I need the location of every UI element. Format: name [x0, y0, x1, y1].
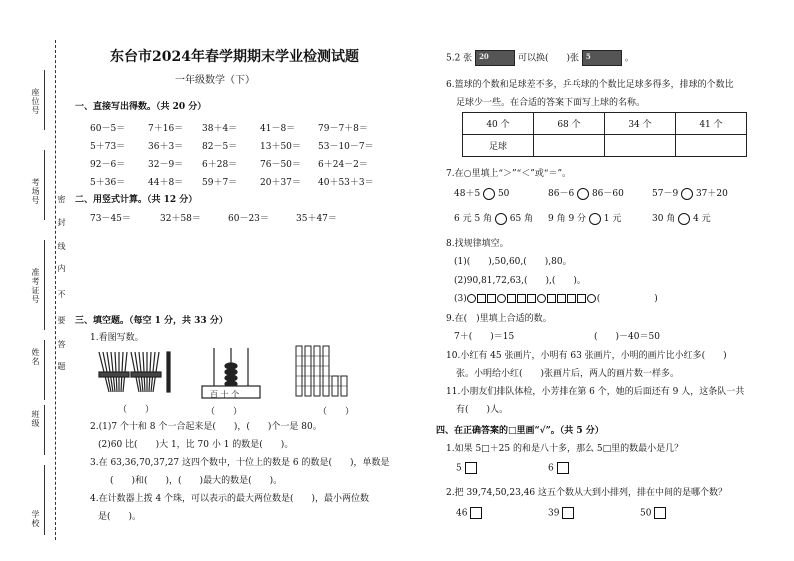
square-shape-icon: [477, 294, 486, 303]
q4-line2: 是( )。: [98, 512, 142, 522]
q6-line1: 6.篮球的个数和足球差不多，乒乓球的个数比足球多得多，排球的个数比: [446, 80, 734, 90]
section3-title: 三、填空题。（每空 1 分，共 33 分）: [75, 316, 228, 326]
q2-part2: (2)60 比( )大 1，比 70 小 1 的数是( )。: [98, 440, 294, 450]
abacus-place-labels: 百 十 个: [210, 390, 240, 399]
exam-subtitle: 一年级数学（下）: [175, 75, 255, 86]
stick-bundles-illustration: [95, 346, 175, 396]
q11-line2: 有( )人。: [456, 405, 509, 415]
exam-title: 东台市2024年春学期期末学业检测试题: [110, 49, 359, 65]
banknote-20-icon: 20: [475, 50, 515, 66]
circle-shape-icon: [497, 294, 506, 303]
square-shape-icon: [517, 294, 526, 303]
school-field: [44, 465, 45, 535]
s4-q1-prompt: 1.如果 5□＋25 的和是八十多，那么 5□里的数最小是几？: [446, 444, 684, 454]
q1-prompt: 1.看图写数。: [90, 333, 144, 343]
checkbox[interactable]: [557, 462, 569, 474]
compare-circle[interactable]: [589, 213, 601, 225]
square-shape-icon: [557, 294, 566, 303]
s4-q2-prompt: 2.把 39,74,50,23,46 这五个数从大到小排列，排在中间的是哪个数？: [446, 488, 728, 498]
answer-cell[interactable]: [605, 135, 676, 157]
table-row: 40 个 68 个 34 个 41 个: [463, 113, 747, 135]
s4-q2-option-c: 50: [640, 507, 666, 519]
q8-pattern3: (3) ( ): [454, 294, 658, 304]
s4-q2-option-b: 39: [548, 507, 574, 519]
q2-part1: 2.(1)7 个十和 8 个一合起来是( )，( )个一是 80。: [90, 422, 322, 432]
compare-circle[interactable]: [495, 213, 507, 225]
seat-number-field: [44, 70, 45, 130]
q1c-answer-blank: （ ）: [318, 407, 355, 417]
compare-circle[interactable]: [577, 188, 589, 200]
q5-exchange: 5.2 张 20 可以换( )张 5 。: [446, 50, 634, 66]
ball-count-table: [462, 112, 747, 157]
q7-prompt: 7.在○里填上“＞”“＜”或“＝”。: [446, 169, 572, 179]
square-shape-icon: [577, 294, 586, 303]
q3-line2: ( )和( )，( )最大的数是( )。: [110, 476, 283, 486]
q1b-answer-blank: （ ）: [206, 407, 243, 417]
square-shape-icon: [507, 294, 516, 303]
square-shape-icon: [487, 294, 496, 303]
square-shape-icon: [567, 294, 576, 303]
compare-circle[interactable]: [483, 188, 495, 200]
q10-line2: 张。小明给小红( )张画片后，两人的画片数一样多。: [456, 369, 680, 379]
q8-pattern1: (1)( ),50,60,( ),80。: [454, 257, 572, 267]
q11-line1: 11.小朋友们排队体检，小芳排在第 6 个，她的后面还有 9 人，这条队一共: [446, 387, 745, 397]
circle-shape-icon: [467, 294, 476, 303]
square-shape-icon: [527, 294, 536, 303]
square-shape-icon: [547, 294, 556, 303]
q6-line2: 足球少一些。在合适的答案下面写上球的名称。: [456, 98, 646, 108]
q9-equation-b: ( )－40＝50: [594, 332, 660, 342]
q1a-answer-blank: （ ）: [118, 405, 155, 415]
section2-title: 二、用竖式计算。（共 12 分）: [75, 195, 198, 205]
checkbox[interactable]: [562, 507, 574, 519]
q9-prompt: 9.在( )里填上合适的数。: [446, 314, 552, 324]
q9-equation-a: 7＋( )＝15: [454, 332, 515, 342]
banknote-5-icon: 5: [582, 50, 622, 66]
exam-room-field: [44, 150, 45, 220]
q10-line1: 10.小红有 45 张画片，小明有 63 张画片，小明的画片比小红多( ): [446, 351, 727, 361]
table-row: 足球: [463, 135, 747, 157]
answer-cell[interactable]: [676, 135, 747, 157]
q4-line1: 4.在计数器上拨 4 个珠，可以表示的最大两位数是( )，最小两位数: [90, 494, 370, 504]
s4-q1-option-b: 6: [548, 462, 569, 474]
checkbox[interactable]: [654, 507, 666, 519]
compare-circle[interactable]: [678, 213, 690, 225]
class-field: [44, 405, 45, 455]
q8-pattern2: (2)90,81,72,63,( ),( )。: [454, 276, 586, 286]
circle-shape-icon: [537, 294, 546, 303]
compare-circle[interactable]: [681, 188, 693, 200]
school-label: 学校: [31, 510, 40, 528]
section4-title: 四、在正确答案的□里画“√”。（共 5 分）: [436, 426, 604, 436]
section1-title: 一、直接写出得数。（共 20 分）: [75, 102, 207, 112]
q3-line1: 3.在 63,36,70,37,27 这四个数中，十位上的数是 6 的数是( )，单数是: [90, 458, 390, 468]
checkbox[interactable]: [470, 507, 482, 519]
checkbox[interactable]: [465, 462, 477, 474]
name-field: [44, 340, 45, 400]
s4-q2-option-a: 46: [456, 507, 482, 519]
s4-q1-option-a: 5: [456, 462, 477, 474]
seat-number-label: 座位号: [31, 88, 40, 115]
admission-number-label: 准考证号: [31, 268, 40, 304]
circle-shape-icon: [587, 294, 596, 303]
name-label: 姓名: [31, 348, 40, 366]
answer-cell[interactable]: [534, 135, 605, 157]
class-label: 班级: [31, 410, 40, 428]
admission-number-field: [44, 240, 45, 330]
exam-room-label: 考场号: [31, 178, 40, 205]
q8-prompt: 8.找规律填空。: [446, 239, 509, 249]
cube-columns-illustration: [294, 344, 354, 400]
